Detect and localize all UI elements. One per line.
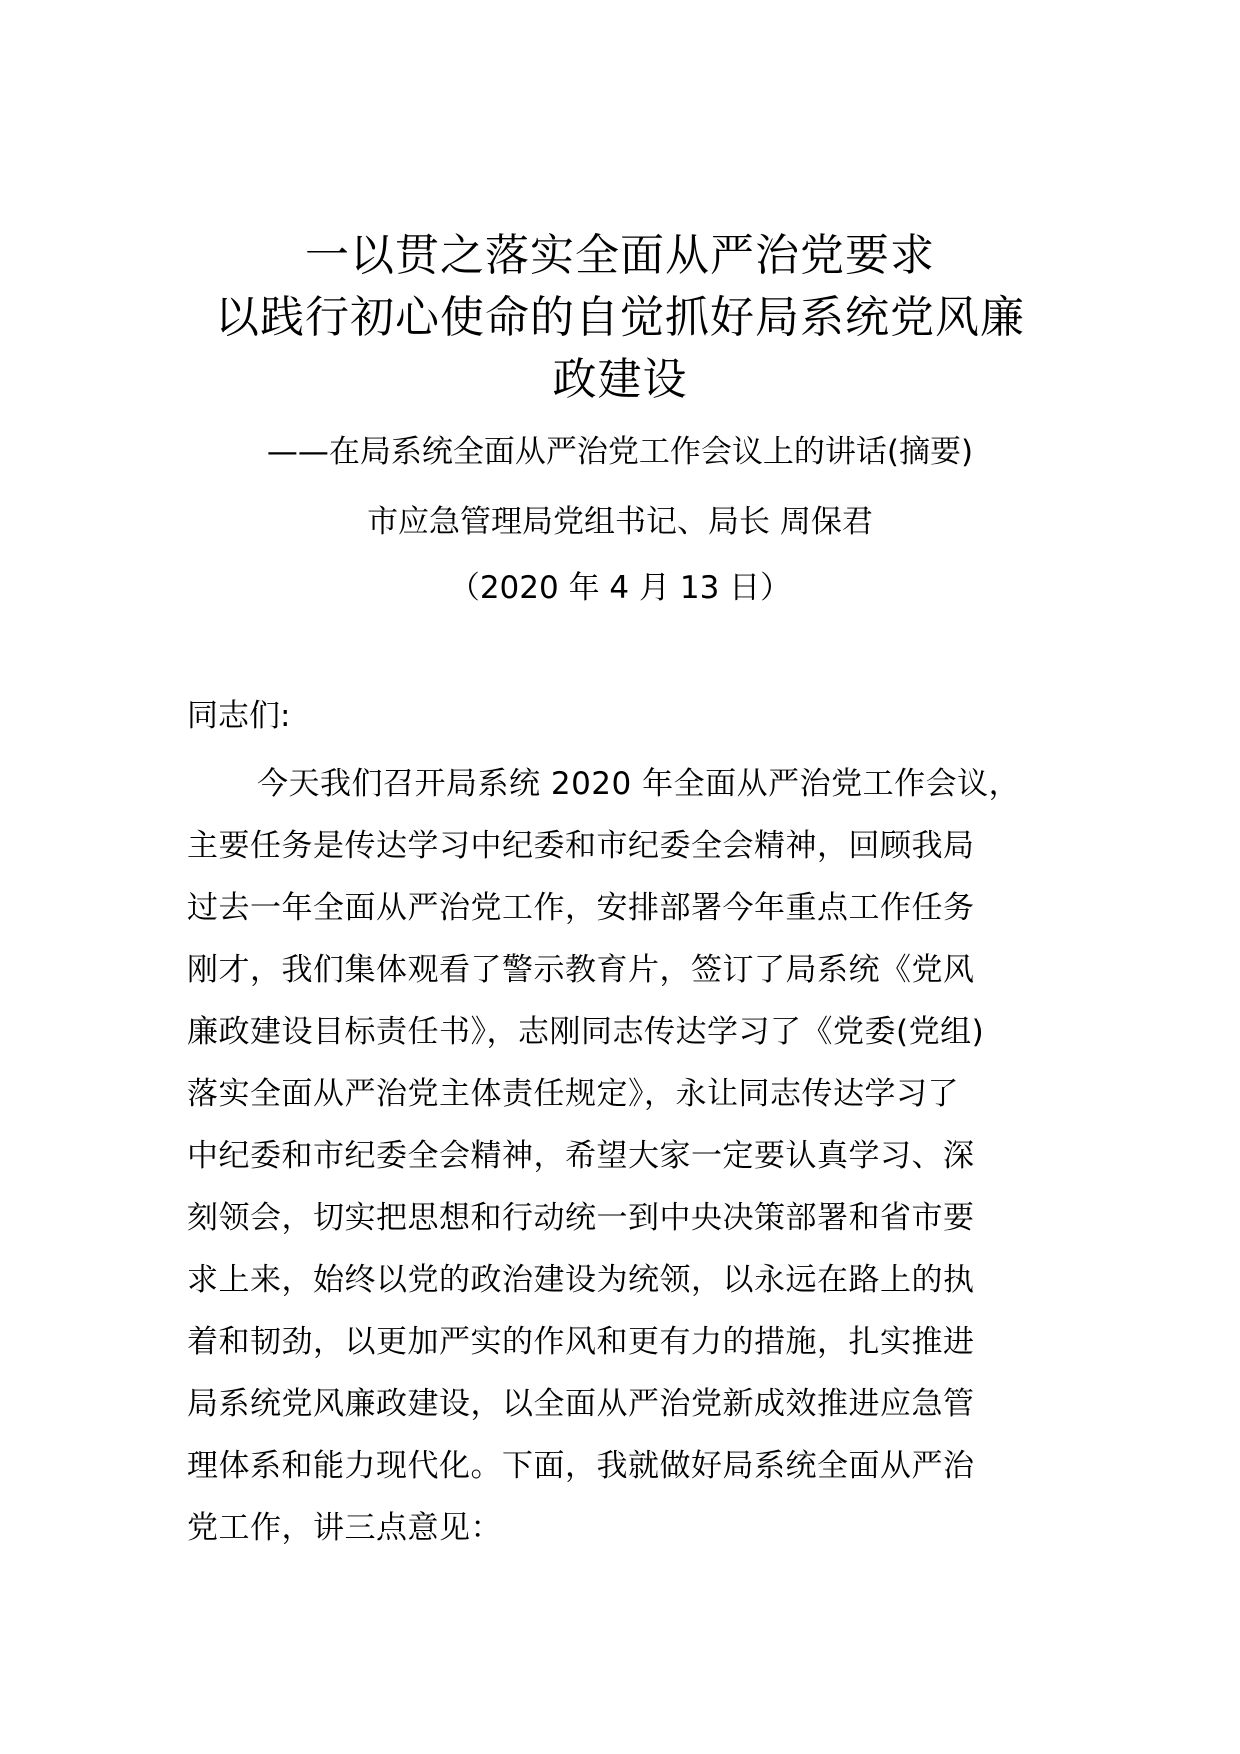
body-line: 局系统党风廉政建设，以全面从严治党新成效推进应急管 — [187, 1386, 975, 1422]
document-title — [0, 225, 1240, 411]
title-line-2: 以践行初心使命的自觉抓好局系统党风廉 — [215, 292, 1025, 343]
body-line: 过去一年全面从严治党工作，安排部署今年重点工作任务 — [187, 890, 975, 926]
body-line: 今天我们召开局系统 2020 年全面从严治党工作会议， — [257, 766, 1021, 802]
body-line: 求上来，始终以党的政治建设为统领，以永远在路上的执 — [187, 1262, 975, 1298]
body-line: 中纪委和市纪委全会精神，希望大家一定要认真学习、深 — [187, 1138, 975, 1174]
title-line-1: 一以贯之落实全面从严治党要求 — [305, 230, 935, 281]
body-line: 廉政建设目标责任书》，志刚同志传达学习了《党委(党组) — [187, 1014, 985, 1050]
author-line: 市应急管理局党组书记、局长 周保君 — [367, 504, 873, 540]
body-line: 理体系和能力现代化。下面，我就做好局系统全面从严治 — [187, 1448, 975, 1484]
body-line: 主要任务是传达学习中纪委和市纪委全会精神，回顾我局 — [187, 828, 975, 864]
body-line: 着和韧劲，以更加严实的作风和更有力的措施，扎实推进 — [187, 1324, 975, 1360]
salutation: 同志们: — [187, 698, 291, 734]
body-line: 刻领会，切实把思想和行动统一到中央决策部署和省市要 — [187, 1200, 975, 1236]
body-line: 党工作，讲三点意见： — [187, 1510, 502, 1546]
body-line: 落实全面从严治党主体责任规定》，永让同志传达学习了 — [187, 1076, 959, 1112]
body-paragraph — [187, 753, 1057, 1559]
date-line: （2020 年 4 月 13 日） — [448, 570, 792, 606]
body-line: 刚才，我们集体观看了警示教育片，签订了局系统《党风 — [187, 952, 975, 988]
document-subtitle: ——在局系统全面从严治党工作会议上的讲话(摘要) — [266, 434, 974, 470]
title-line-3: 政建设 — [552, 354, 688, 405]
